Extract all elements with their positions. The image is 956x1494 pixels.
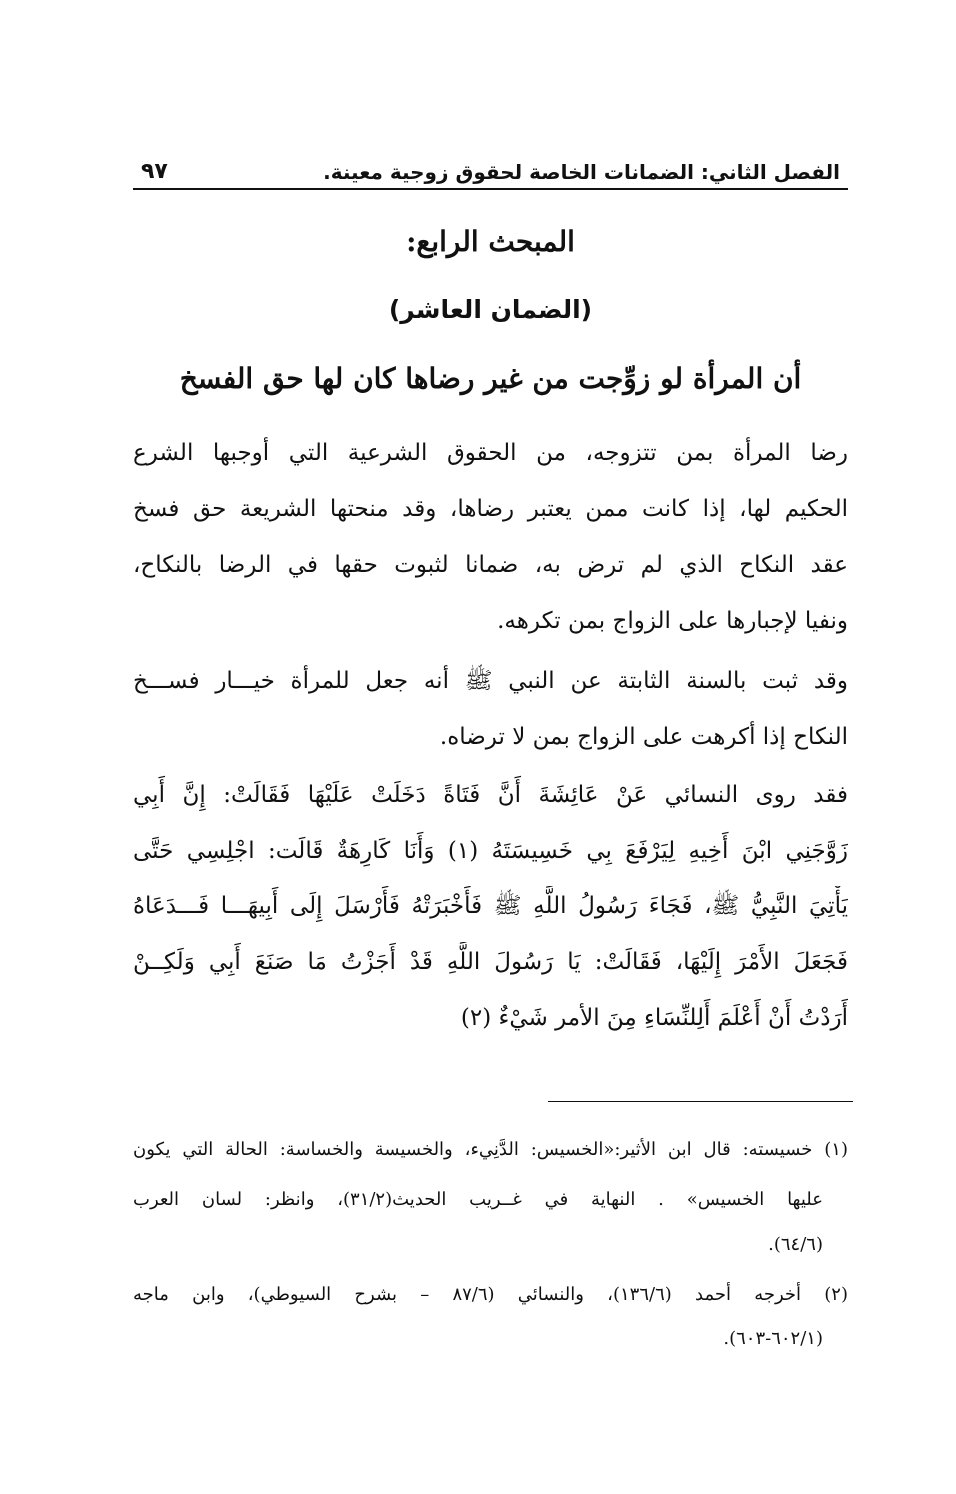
paragraph2-line: وقد ثبت بالسنة الثابتة عن النبي ﷺ أنه جعل للمرأة خيـــار فســـخ bbox=[133, 668, 848, 694]
paragraph2-line: النكاح إذا أكرهت على الزواج بمن لا ترضاه. bbox=[439, 724, 848, 750]
paragraph1-line: الحكيم لها، إذا كانت ممن يعتبر رضاها، وقد منحتها الشريعة حق فسخ bbox=[133, 496, 848, 522]
footnote-1-line: (٦٤/٦). bbox=[768, 1234, 823, 1255]
paragraph1-line: عقد النكاح الذي لم ترض به، ضمانا لثبوت حقها في الرضا بالنكاح، bbox=[133, 552, 848, 578]
footnote-separator bbox=[548, 1101, 853, 1102]
hadith-line: زَوَّجَنِي ابْنَ أَخِيهِ لِيَرْفَعَ بِي خَسِيسَتَهُ (١) وَأَنَا كَارِهَةٌ قَالَت: اجْلِسِي حَتَّى bbox=[133, 838, 848, 864]
hadith-line: فقد روى النسائي عَنْ عَائِشَةَ أَنَّ فَتَاةً دَخَلَتْ عَلَيْهَا فَقَالَتْ: إِنَّ أَبِي bbox=[133, 782, 848, 808]
footnote-1-line: عليها الخسيس» . النهاية في غــريب الحديث(٣١/٢)، وانظر: لسان العرب bbox=[133, 1189, 823, 1210]
guarantee-subtitle: (الضمان العاشر) bbox=[388, 295, 593, 324]
hadith-line: أَرَدْتُ أَنْ أَعْلَمَ أَلِلنِّسَاءِ مِنَ الأمر شَيْءٌ (٢) bbox=[460, 1005, 848, 1031]
hadith-line: فَجَعَلَ الأَمْرَ إِلَيْهَا، فَقَالَتْ: يَا رَسُولَ اللَّهِ قَدْ أَجَزْتُ مَا صَنَعَ أَبِي وَلَكِــنْ bbox=[133, 949, 848, 975]
footnote-2-line: (٦٠٢/١-٦٠٣). bbox=[723, 1328, 823, 1349]
paragraph1-line: ونفيا لإجبارها على الزواج بمن تكرهه. bbox=[497, 608, 848, 634]
page-number: ٩٧ bbox=[141, 159, 168, 184]
footnote-2-line: (٢) أخرجه أحمد (١٣٦/٦)، والنسائي (٨٧/٦ – بشرح السيوطي)، وابن ماجه bbox=[133, 1284, 848, 1305]
section-title: المبحث الرابع: bbox=[406, 225, 575, 258]
chapter-title: الفصل الثاني: الضمانات الخاصة لحقوق زوجية معينة. bbox=[323, 160, 840, 184]
running-header bbox=[133, 158, 848, 190]
hadith-line: يَأْتِيَ النَّبِيُّ ﷺ، فَجَاءَ رَسُولُ اللَّهِ ﷺ فَأَخْبَرَتْهُ فَأَرْسَلَ إِلَى أَبِيهَـــا فَـــدَعَاهُ bbox=[133, 893, 848, 919]
footnote-1-line: (١) خسيسته: قال ابن الأثير:«الخسيس: الدَّنِيء، والخسيسة والخساسة: الحالة التي يكون bbox=[133, 1139, 848, 1160]
main-heading: أن المرأة لو زوِّجت من غير رضاها كان لها حق الفسخ bbox=[179, 362, 802, 395]
paragraph1-line: رضا المرأة بمن تتزوجه، من الحقوق الشرعية التي أوجبها الشرع bbox=[133, 440, 848, 466]
